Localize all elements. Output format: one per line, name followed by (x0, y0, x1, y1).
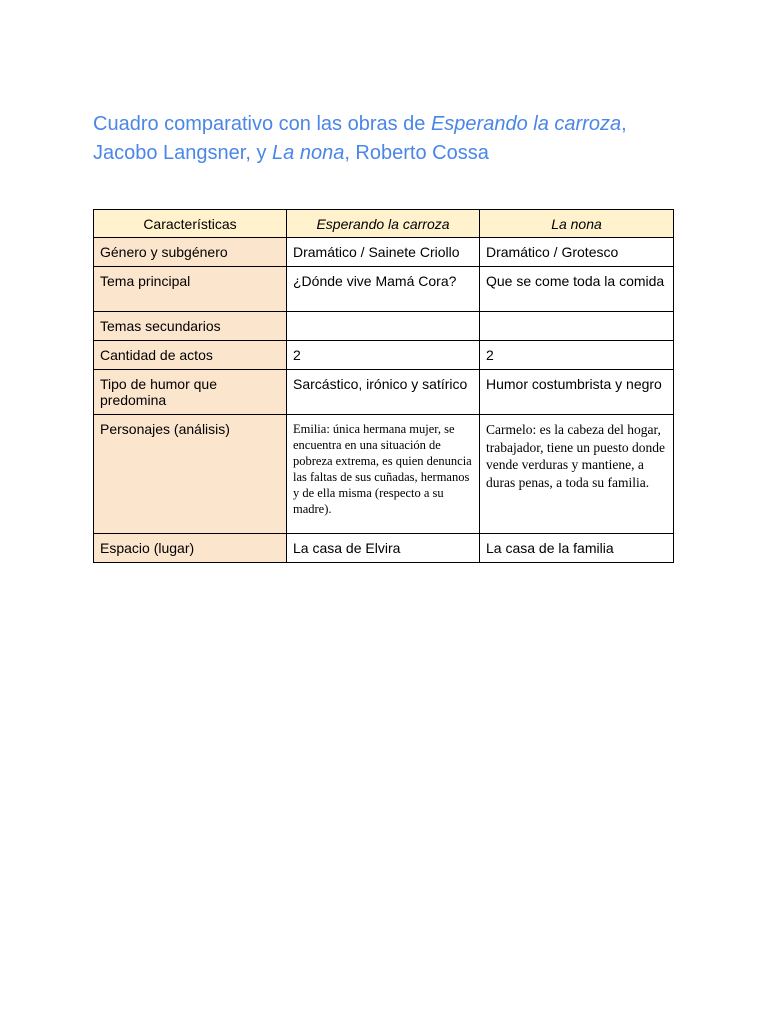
cell-actos-esperando: 2 (287, 341, 480, 370)
table-row (94, 238, 674, 267)
header-caracteristicas: Características (94, 210, 287, 238)
table-header-row (94, 210, 674, 238)
cell-humor-nona: Humor costumbrista y negro (480, 370, 674, 415)
table-row (94, 341, 674, 370)
row-label-temas-secundarios: Temas secundarios (94, 312, 287, 341)
cell-temas-secundarios-esperando (287, 312, 480, 341)
title-text-2: , Jacobo Langsner, y (93, 113, 627, 164)
comparison-table (93, 209, 674, 563)
row-label-tema: Tema principal (94, 267, 287, 312)
header-la-nona: La nona (480, 210, 674, 238)
cell-personajes-nona: Carmelo: es la cabeza del hogar, trabajador, tiene un puesto donde vende verduras y mantiene, a duras penas, a toda su familia. (480, 415, 674, 534)
table-row (94, 267, 674, 312)
row-label-personajes: Personajes (análisis) (94, 415, 287, 534)
cell-espacio-esperando: La casa de Elvira (287, 534, 480, 563)
row-label-espacio: Espacio (lugar) (94, 534, 287, 563)
page-title (93, 110, 653, 168)
cell-espacio-nona: La casa de la familia (480, 534, 674, 563)
cell-tema-nona: Que se come toda la comida (480, 267, 674, 312)
title-text-3: , Roberto Cossa (344, 142, 489, 164)
row-label-humor: Tipo de humor que predomina (94, 370, 287, 415)
cell-genero-esperando: Dramático / Sainete Criollo (287, 238, 480, 267)
header-esperando-la-carroza: Esperando la carroza (287, 210, 480, 238)
table-row (94, 415, 674, 534)
cell-temas-secundarios-nona (480, 312, 674, 341)
cell-humor-esperando: Sarcástico, irónico y satírico (287, 370, 480, 415)
row-label-actos: Cantidad de actos (94, 341, 287, 370)
table-row (94, 370, 674, 415)
cell-tema-esperando: ¿Dónde vive Mamá Cora? (287, 267, 480, 312)
title-work-2: La nona (272, 142, 345, 164)
title-work-1: Esperando la carroza (430, 113, 622, 135)
table-row (94, 312, 674, 341)
table-row (94, 534, 674, 563)
cell-genero-nona: Dramático / Grotesco (480, 238, 674, 267)
cell-personajes-esperando: Emilia: única hermana mujer, se encuentra en una situación de pobreza extrema, es quien denuncia las faltas de sus cuñadas, hermanos y de ella misma (respecto a su madre). (287, 415, 480, 534)
cell-actos-nona: 2 (480, 341, 674, 370)
row-label-genero: Género y subgénero (94, 238, 287, 267)
title-text-1: Cuadro comparativo con las obras de (93, 113, 431, 135)
